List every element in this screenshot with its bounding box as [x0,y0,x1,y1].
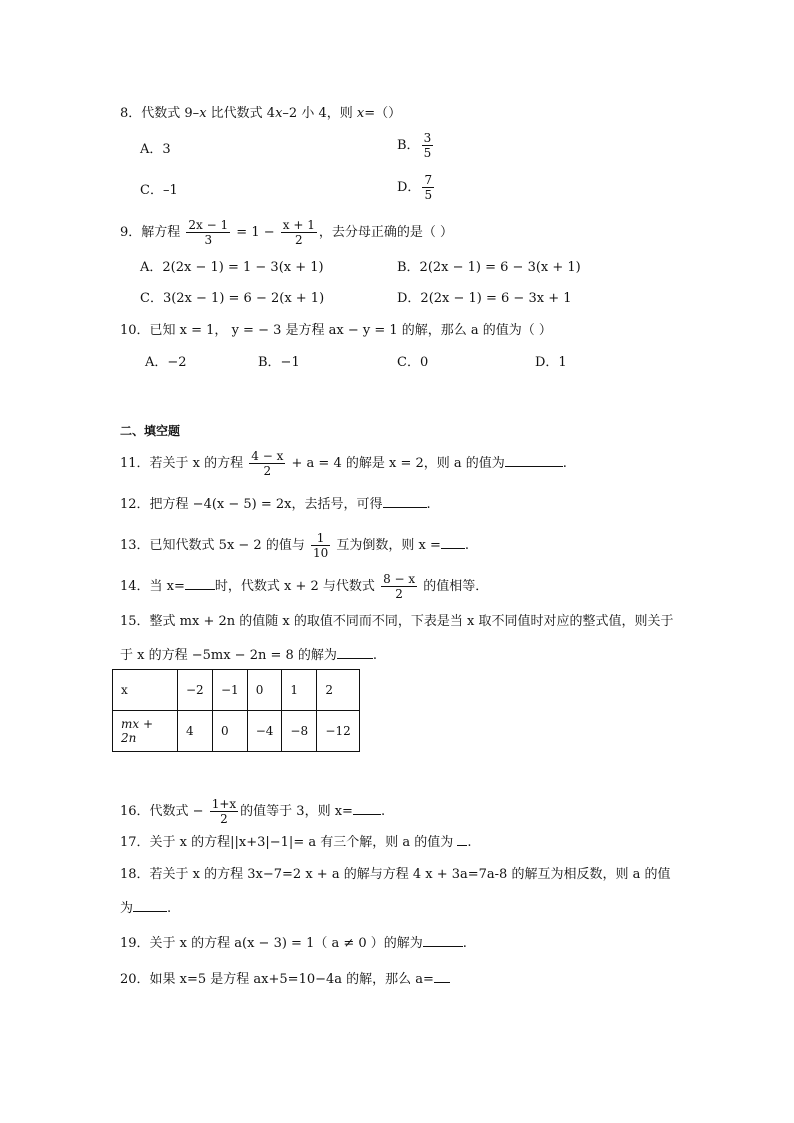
q9-mid: = 1 − [232,225,279,240]
q8-var-1: x [199,106,207,121]
table-cell: mx + 2n [113,711,178,752]
q11-end: . [562,456,567,471]
q9-f1-denominator: 3 [186,232,230,247]
q12-answer-blank[interactable] [383,495,427,508]
q13-suffix: 互为倒数，则 x = [332,538,441,553]
q15-answer-blank[interactable] [337,646,373,659]
q18-answer-blank[interactable] [133,899,167,912]
q15-value-table [112,669,360,752]
q9-option-d: D．2(2x − 1) = 6 − 3x + 1 [397,291,572,306]
q9-fraction-1 [186,218,230,247]
q8-option-d-fraction [422,173,434,202]
question-17 [120,833,472,851]
question-9 [120,218,453,247]
q8-option-c: C．–1 [140,183,178,198]
q13-prefix: 13．已知代数式 5x − 2 的值与 [120,538,309,553]
question-16 [120,797,385,826]
q8-text-a: 代数式 9– [141,106,200,121]
question-12 [120,495,431,513]
q13-numerator: 1 [316,531,325,545]
q16-prefix: 16．代数式 − [120,804,208,819]
q15-line-2-text: 于 x 的方程 −5mx − 2n = 8 的解为 [120,648,337,663]
q18-end: . [167,901,172,916]
table-cell: 4 [178,711,213,752]
q20-answer-blank[interactable] [434,970,450,983]
q9-f1-numerator: 2x − 1 [188,218,229,232]
q14-denominator: 2 [381,586,417,601]
question-15-line-2 [120,646,377,664]
q9-prefix: 解方程 [141,225,185,240]
table-cell: 2 [317,670,359,711]
q16-numerator: 1+x [211,797,237,811]
q8-text-d: =（） [364,106,402,121]
table-cell: −12 [317,711,359,752]
q12-end: . [426,497,431,512]
table-row [113,670,360,711]
question-20 [120,970,450,988]
q19-answer-blank[interactable] [423,934,463,947]
q8-option-d-label: D． [397,180,421,195]
q10-option-c: C．0 [397,355,429,370]
q18-line-2-text: 为 [120,901,134,916]
q11-answer-blank[interactable] [505,454,563,467]
q17-text: 17．关于 x 的方程||x+3|−1|= a 有三个解，则 a 的值为 [120,835,458,850]
q11-suffix: + a = 4 的解是 x = 2，则 a 的值为 [287,456,505,471]
q9-option-c: C．3(2x − 1) = 6 − 2(x + 1) [140,291,325,306]
question-19 [120,934,467,952]
q13-answer-blank[interactable] [441,536,465,549]
q11-fraction [249,449,285,478]
question-10: 10．已知 x = 1， y = − 3 是方程 ax − y = 1 的解，那么 a 的值为（ ） [120,323,552,338]
q15-end: . [372,648,378,663]
q17-answer-blank[interactable] [457,833,467,846]
q9-f2-denominator: 2 [281,232,317,247]
q10-option-b: B．−1 [258,355,300,370]
q9-number: 9． [120,225,142,240]
q8-text-c: –2 小 4，则 [282,106,357,121]
q8-d-numerator: 7 [424,173,433,187]
q12-text: 12．把方程 −4(x − 5) = 2x，去括号，可得 [120,497,383,512]
question-18-line-2 [120,899,171,917]
q9-option-b: B．2(2x − 1) = 6 − 3(x + 1) [397,260,581,275]
q16-suffix: 的值等于 3，则 x= [240,804,353,819]
q8-var-2: x [275,106,283,121]
q13-end: . [464,538,470,553]
q20-text: 20．如果 x=5 是方程 ax+5=10−4a 的解，那么 a= [120,972,434,987]
q14-prefix: 14．当 x= [120,579,185,594]
q8-number: 8． [120,106,142,121]
q10-option-d: D．1 [535,355,567,370]
q8-option-b [397,131,435,160]
table-cell: −8 [282,711,317,752]
q19-end: . [462,936,467,951]
q8-text-b: 比代数式 4 [206,106,276,121]
q8-b-numerator: 3 [423,131,432,145]
q14-suffix: 的值相等． [419,579,489,594]
question-11 [120,449,567,478]
question-13 [120,531,469,560]
q10-option-a: A．−2 [145,355,187,370]
table-row [113,711,360,752]
q14-answer-blank[interactable] [185,577,215,590]
q11-numerator: 4 − x [251,449,284,463]
table-cell: x [113,670,178,711]
q9-f2-numerator: x + 1 [282,218,315,232]
q16-fraction [210,797,238,826]
q16-answer-blank[interactable] [353,802,381,815]
q9-suffix: ，去分母正确的是（ ） [318,225,453,240]
q14-mid: 时，代数式 x + 2 与代数式 [214,579,380,594]
q8-option-b-fraction [422,131,434,160]
table-cell: 1 [282,670,317,711]
table-cell: −4 [247,711,282,752]
q13-fraction [311,531,330,560]
table-cell: 0 [247,670,282,711]
q9-fraction-2 [281,218,317,247]
table-cell: −1 [213,670,248,711]
q16-end: . [380,804,386,819]
q16-denominator: 2 [210,811,238,826]
question-14 [120,572,488,601]
q9-option-a: A．2(2x − 1) = 1 − 3(x + 1) [140,260,324,275]
q17-end: . [467,835,472,850]
question-18-line-1: 18．若关于 x 的方程 3x−7=2 x + a 的解与方程 4 x + 3a=7a-8 的解互为相反数，则 a 的值 [120,867,671,882]
question-8 [120,106,401,122]
q11-prefix: 11．若关于 x 的方程 [120,456,248,471]
q11-denominator: 2 [249,463,285,478]
table-cell: 0 [213,711,248,752]
section-fill-in-blank-heading: 二、填空题 [120,424,181,438]
q8-option-a: A．3 [140,142,171,157]
q14-numerator: 8 − x [383,572,416,586]
q19-text: 19．关于 x 的方程 a(x − 3) = 1（ a ≠ 0 ）的解为 [120,936,423,951]
q8-option-d [397,173,436,202]
table-cell: −2 [178,670,213,711]
q14-fraction [381,572,417,601]
q13-denominator: 10 [312,546,329,560]
q8-var-3: x [356,106,365,121]
q8-d-denominator: 5 [424,188,433,202]
question-15-line-1: 15．整式 mx + 2n 的值随 x 的取值不同而不同，下表是当 x 取不同值时对应的整式值，则关于 [120,614,674,629]
q8-option-b-label: B． [397,138,420,153]
q8-b-denominator: 5 [423,146,432,160]
